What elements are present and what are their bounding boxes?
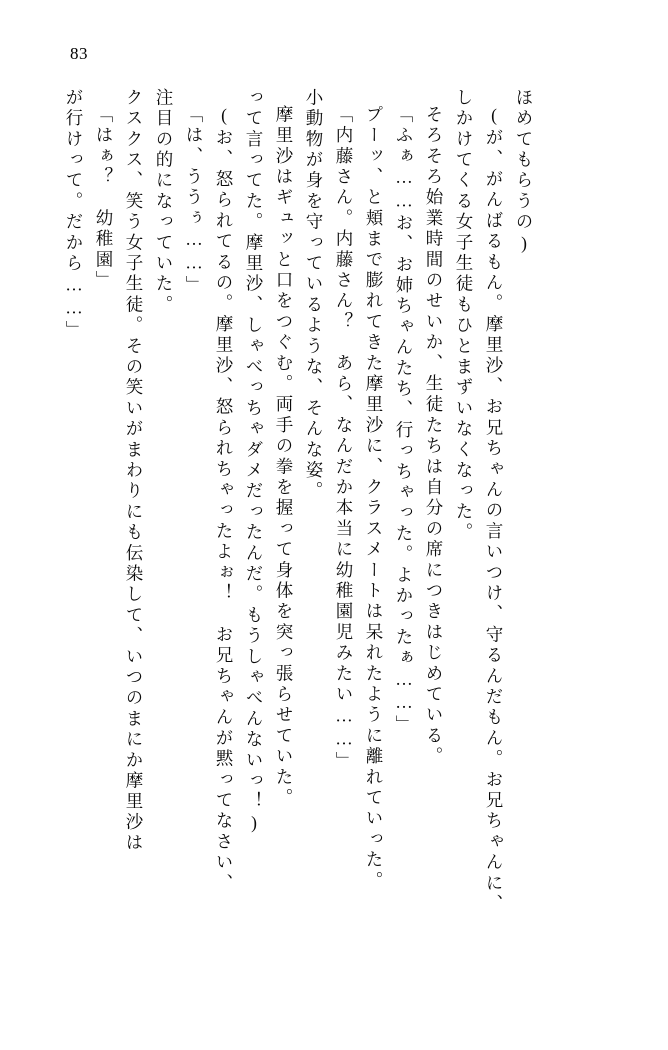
text-column: クスクス、笑う女子生徒。その笑いがまわりにも伝染して、いつのまにか摩里沙は: [124, 88, 144, 854]
text-column: (が、がんばるもん。摩里沙、お兄ちゃんの言いつけ、守るんだもん。お兄ちゃんに、: [484, 105, 504, 915]
text-column: 「ふぁ……お、お姉ちゃんたち、行っちゃった。よかったぁ……」: [394, 105, 414, 736]
text-column: 「はぁ？ 幼稚園」: [94, 105, 114, 292]
text-column: って言ってた。摩里沙、しゃべっちゃダメだったんだ。もうしゃべんないっ！): [244, 88, 264, 836]
text-column: そろそろ始業時間のせいか、生徒たちは自分の席につきはじめている。: [424, 105, 444, 768]
text-column: 「は、ううぅ……」: [184, 105, 204, 297]
text-column: 注目の的になっていた。: [154, 88, 174, 316]
text-column: しかけてくる女子生徒もひとまずいなくなった。: [454, 88, 474, 544]
text-column: 摩里沙はギュッと口をつぐむ。両手の拳を握って身体を突っ張らせていた。: [274, 105, 294, 809]
text-column: ほめてもらうの): [514, 88, 534, 257]
text-column: 小動物が身を守っているような、そんな姿。: [304, 88, 324, 502]
text-column: プーッ、と頬まで膨れてきた摩里沙に、クラスメートは呆れたように離れていった。: [364, 105, 384, 892]
vertical-text-body: [52, 88, 616, 1008]
page-number: 83: [70, 44, 88, 63]
text-column: (お、怒られてるの。摩里沙、怒られちゃったよぉ！ お兄ちゃんが黙ってなさい、: [214, 105, 234, 895]
text-column: 「内藤さん。内藤さん？ あら、なんだか本当に幼稚園児みたい……」: [334, 105, 354, 773]
text-column: が行けって。だから……」: [64, 88, 84, 342]
